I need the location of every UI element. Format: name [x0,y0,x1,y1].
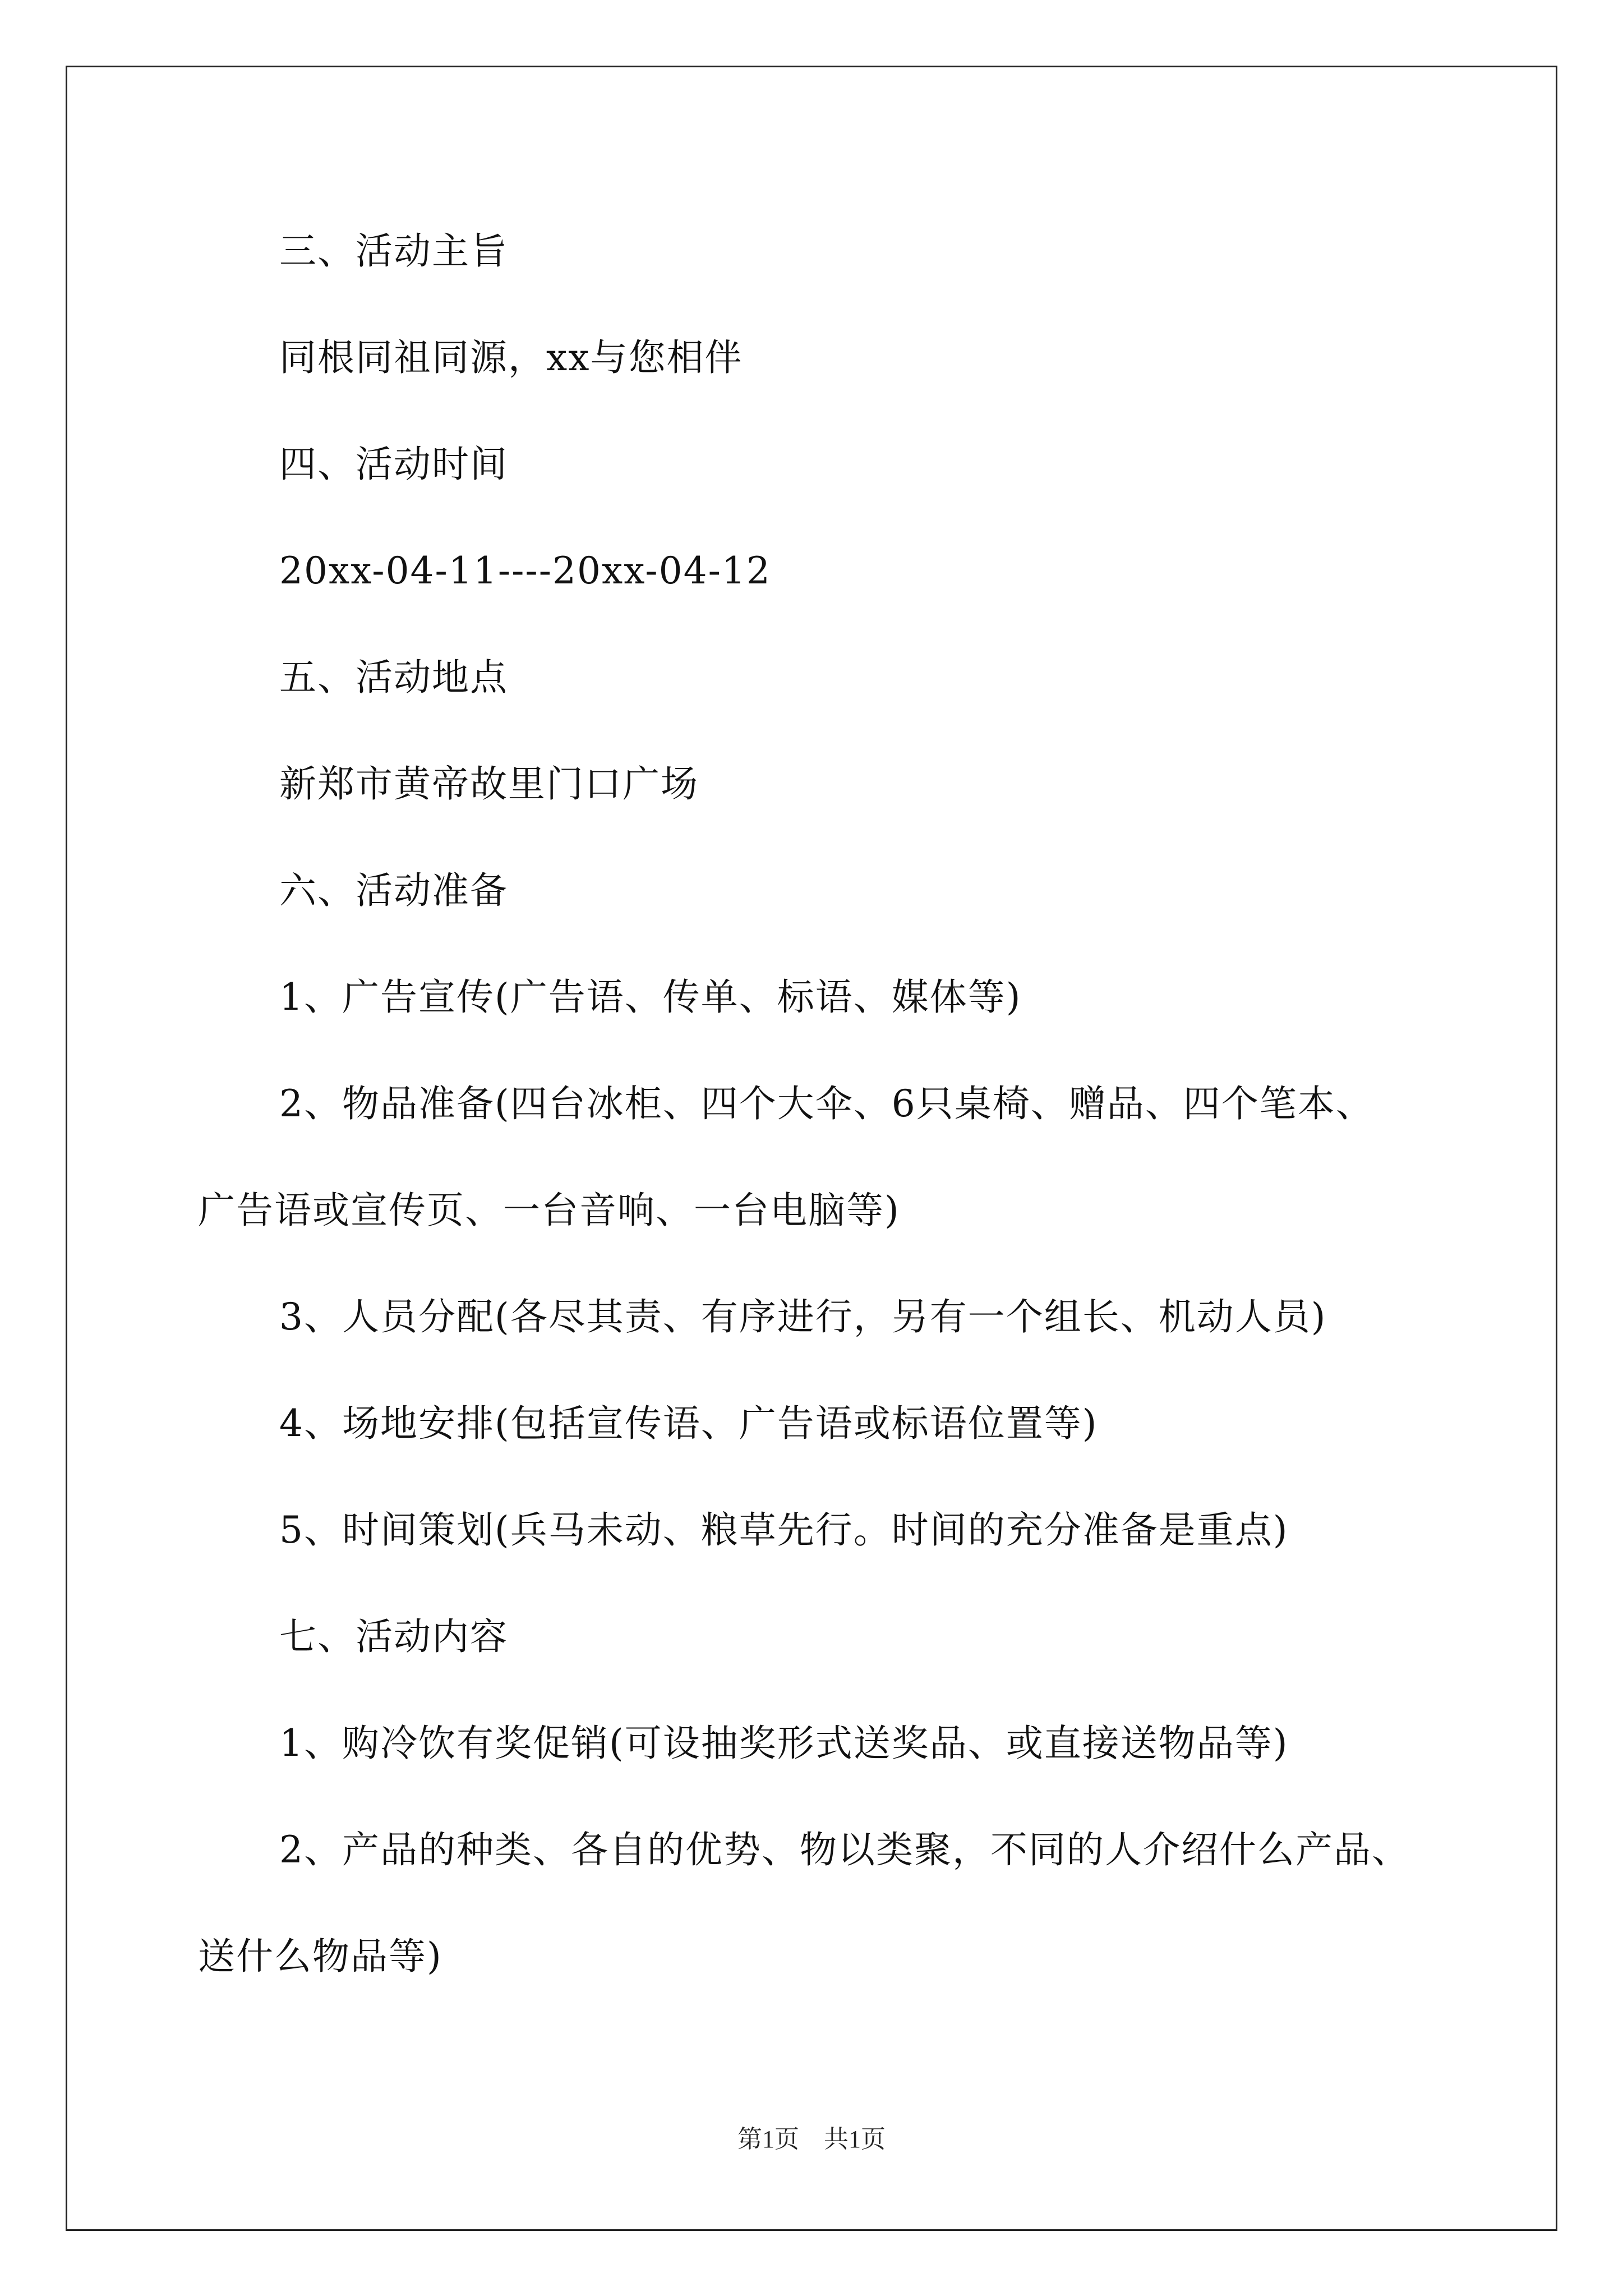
heading-activity-content: 七、活动内容 [279,1615,508,1658]
list-item-content-1: 1、购冷饮有奖促销(可设抽奖形式送奖品、或直接送物品等) [279,1722,1289,1765]
heading-activity-location: 五、活动地点 [279,656,508,699]
paragraph-time-text: 20xx-04-11----20xx-04-12 [279,549,771,592]
list-item-preparation-2-continued: 广告语或宣传页、一台音响、一台电脑等) [198,1189,900,1232]
list-item-content-2: 2、产品的种类、各自的优势、物以类聚，不同的人介绍什么产品、 [279,1828,1410,1871]
heading-activity-preparation: 六、活动准备 [279,869,508,912]
list-item-content-2-continued: 送什么物品等) [198,1935,442,1978]
list-item-preparation-4: 4、场地安排(包括宣传语、广告语或标语位置等) [279,1402,1098,1445]
list-item-preparation-1: 1、广告宣传(广告语、传单、标语、媒体等) [279,976,1022,1019]
heading-activity-time: 四、活动时间 [279,443,508,486]
page-border [66,66,1557,2231]
list-item-preparation-5: 5、时间策划(兵马未动、粮草先行。时间的充分准备是重点) [279,1508,1289,1552]
paragraph-purpose-text: 同根同祖同源，xx与您相伴 [279,336,743,379]
heading-activity-purpose: 三、活动主旨 [279,229,508,273]
page-footer: 第1页 共1页 [737,2125,886,2153]
list-item-preparation-3: 3、人员分配(各尽其责、有序进行，另有一个组长、机动人员) [279,1295,1327,1338]
list-item-preparation-2: 2、物品准备(四台冰柜、四个大伞、6只桌椅、赠品、四个笔本、 [279,1082,1374,1125]
paragraph-location-text: 新郑市黄帝故里门口广场 [279,762,699,806]
